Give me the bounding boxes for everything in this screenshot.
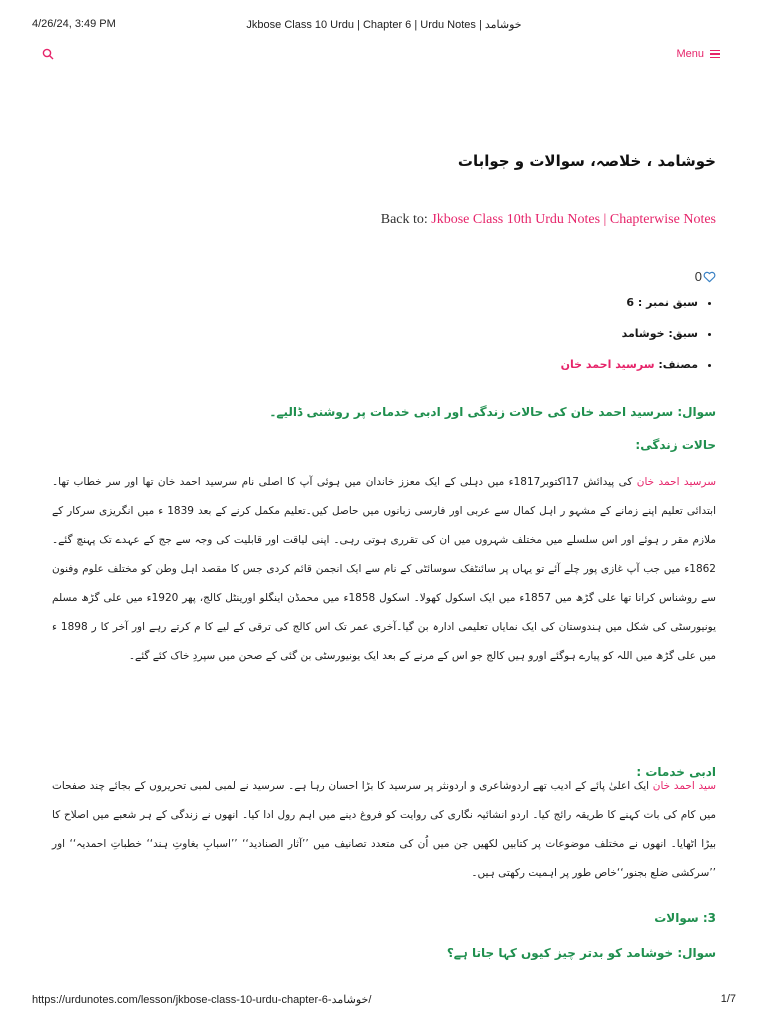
like-counter[interactable] xyxy=(695,269,716,284)
print-datetime: 4/26/24, 3:49 PM xyxy=(32,18,116,30)
menu-label: Menu xyxy=(676,48,704,60)
lesson-number: • سبق نمبر : 6 xyxy=(561,295,698,326)
like-count: 0 xyxy=(694,269,702,284)
print-url: https://urdunotes.com/lesson/jkbose-class-10-urdu-chapter-6-خوشامد/ xyxy=(32,994,372,1006)
lesson-author xyxy=(561,357,698,388)
author-link-1[interactable]: سرسید احمد خان xyxy=(636,476,716,488)
lesson-name: • سبق: خوشامد xyxy=(561,326,698,357)
heart-icon[interactable] xyxy=(703,271,716,283)
author-name[interactable]: سرسید احمد خان xyxy=(560,358,655,371)
breadcrumb xyxy=(381,212,716,228)
life-paragraph xyxy=(52,468,716,671)
literary-services-subheading: ادبی خدمات : xyxy=(636,765,716,779)
page-title: خوشامد ، خلاصہ، سوالات و جوابات xyxy=(457,152,716,170)
print-header xyxy=(32,18,736,30)
literary-text: ایک اعلیٰ پائے کے ادیب تھے اردوشاعری و اردونثر پر سرسید کا بڑا احسان رہا ہے۔ سرسید نے لمبی لمبی تحریروں کے بجائے چند صفحات میں کام کی بات کہنے کا طریقہ رائج کیا۔ اردو انشائیہ نگاری کی روایت کو فروغ دینے میں اہم رول ادا کیا۔ انھوں نے زندگی کے ہر شعبے میں اصلاح کا بیڑا اٹھایا۔ انھوں نے مختلف موضوعات پر کتابیں لکھیں جن میں اُن کی متعدد تصانیف میں ’’آثار الصنادید‘‘ ’’اسبابِ بغاوتِ ہند‘‘ خطباتِ احمدیہ‘‘ اور ’’سرکشی ضلع بجنور‘‘خاص طور پر اہمیت رکھتی ہیں۔ xyxy=(52,780,716,879)
life-text: کی پیدائش 17اکتوبر1817ء میں دہلی کے ایک معزز خاندان میں ہوئی آپ کا اصلی نام سرسید احمد خان تھا اور سر خطاب تھا۔ ابتدائی تعلیم اپنے زمانے کے مشہو ر اہل کمال سے عربی اور فارسی زبانوں میں حاصل کیں۔تعلیم مکمل کرنے کے بعد 1839 ء میں انگریزی سرکار کے ملازم مقر ر ہوئے اور اس سلسلے میں مختلف شہروں میں ان کی تقرری ہوتی رہی۔ اپنی لیاقت اور قابلیت کی وجہ سے جج کے عہدے تک پہنچ گئے۔1862ء میں جب آپ غازی پور چلے آئے تو یہاں پر سائنٹفک سوسائٹی کے نام سے ایک انجمن قائم کردی جس کا مقصد اہل وطن کو مختلف علوم وفنون سے روشناس کرانا تھا علی گڑھ میں 1857ء میں ایک اسکول کھولا۔ اسکول 1858ء میں محمڈن اینگلو اورینٹل کالج، پھر 1920ء میں علی گڑھ مسلم یونیورسٹی کی شکل میں ہندوستان کی ایک نمایاں تعلیمی ادارہ بن گیا۔آخری عمر تک اس کالج کی ترقی کے لیے کا م کرتے رہے اور آخر کا ر 1898 ء میں علی گڑھ میں اللہ کو پیارے ہوگئے اورو ہیں کالج جو اس کے مرنے کے بعد ایک یونیورسٹی بن گئی کے صحن میں سپردِ خاک کئے گئے۔ xyxy=(52,476,716,662)
search-icon[interactable] xyxy=(42,48,54,60)
site-topbar xyxy=(42,44,720,64)
question-2-heading: سوال: خوشامد کو بدتر چیز کیوں کہا جاتا ہے؟ xyxy=(446,946,716,960)
lesson-meta-list xyxy=(561,295,716,388)
back-to-label: Back to: xyxy=(380,212,428,227)
author-label: مصنف: xyxy=(658,358,698,371)
back-to-link[interactable]: Jkbose Class 10th Urdu Notes | Chapterwise Notes xyxy=(431,212,716,227)
literary-paragraph xyxy=(52,772,716,888)
print-page-title: Jkbose Class 10 Urdu | Chapter 6 | Urdu Notes | خوشامد xyxy=(246,19,522,31)
life-subheading: حالات زندگی: xyxy=(635,438,716,452)
questions-heading: 3: سوالات xyxy=(654,911,716,925)
print-page-number: 1/7 xyxy=(720,993,736,1005)
hamburger-icon xyxy=(710,48,720,61)
print-footer xyxy=(32,993,736,1006)
author-link-2[interactable]: سید احمد خان xyxy=(652,780,716,792)
menu-button[interactable] xyxy=(676,48,720,61)
question-1-heading: سوال: سرسید احمد خان کی حالات زندگی اور ادبی خدمات پر روشنی ڈالیے۔ xyxy=(269,405,716,419)
